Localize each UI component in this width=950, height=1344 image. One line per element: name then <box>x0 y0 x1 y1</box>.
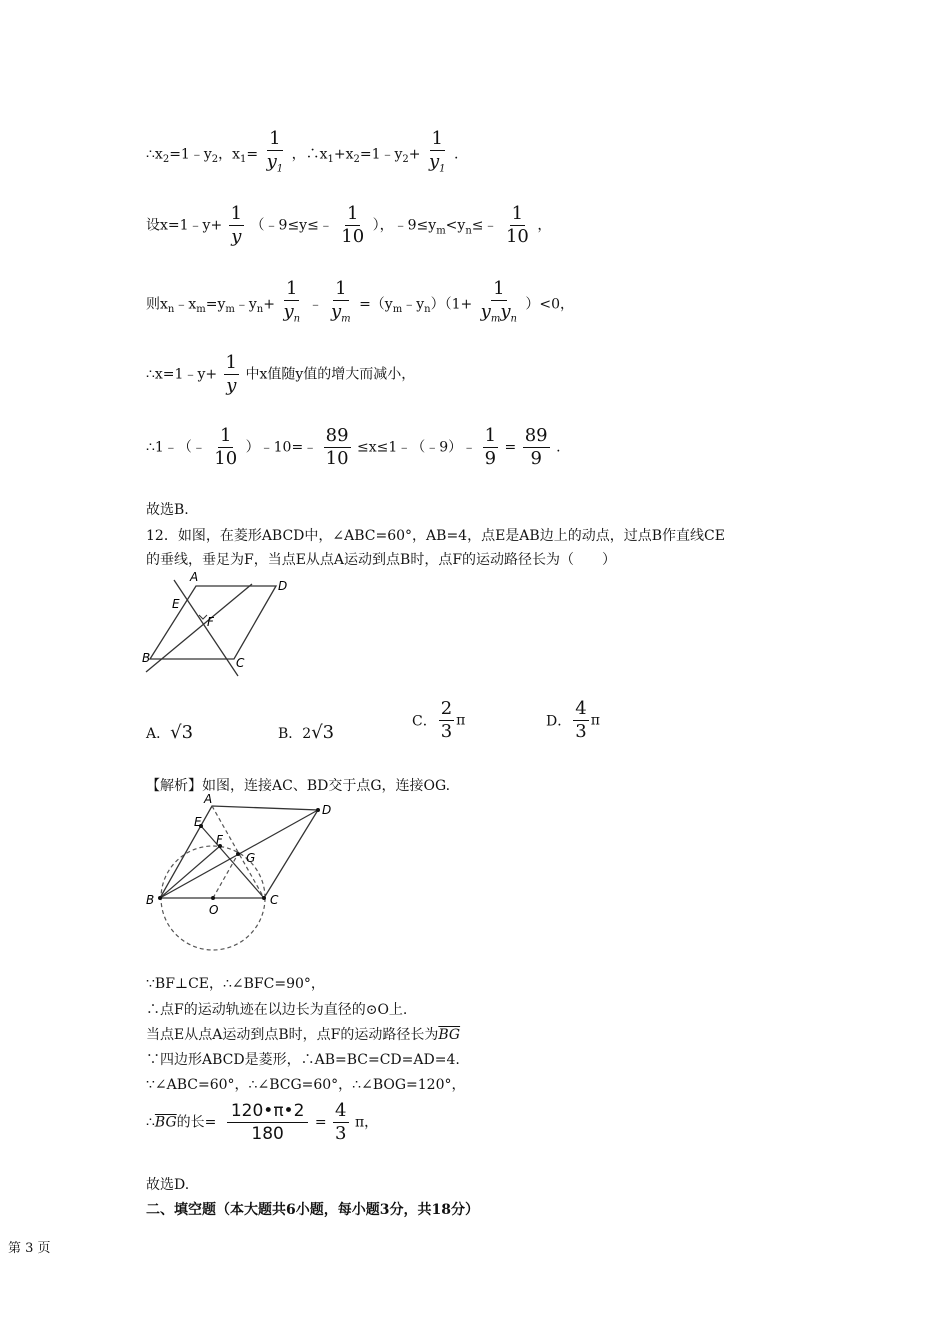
page-number: 第 3 页 <box>8 1241 51 1256</box>
section-2-heading: 二、填空题（本大题共6小题，每小题3分，共18分） <box>146 1202 479 1218</box>
den <box>281 301 302 331</box>
option-b[interactable] <box>278 722 334 743</box>
sub: m <box>196 304 206 316</box>
label-g: G <box>246 851 256 865</box>
num: 1 <box>225 352 237 373</box>
fraction-1-over-10 <box>339 203 366 248</box>
label-o: O <box>209 903 219 917</box>
text: ﹣y <box>234 296 257 313</box>
sub: n <box>424 304 431 316</box>
sub: 2 <box>402 154 409 166</box>
fraction-1-over-y1 <box>265 128 286 181</box>
sub: m <box>225 304 235 316</box>
text: +x <box>333 146 354 163</box>
num: 120•π•2 <box>227 1100 309 1123</box>
fraction-1-over-yn <box>281 278 302 331</box>
num: 89 <box>325 425 349 446</box>
text: =1﹣y <box>359 146 403 163</box>
sub: 2 <box>353 154 360 166</box>
y: y <box>266 151 277 172</box>
figure-solution <box>140 792 340 958</box>
pi: π <box>590 712 600 729</box>
text: = <box>504 439 517 456</box>
text: <y <box>445 217 466 234</box>
num: 4 <box>575 698 587 719</box>
pi: π <box>456 712 466 729</box>
sub: 1 <box>240 154 247 166</box>
den: y <box>231 226 242 247</box>
text: C． <box>412 713 437 730</box>
fraction-1-over-10 <box>504 203 531 248</box>
text: ）（1+ <box>430 296 473 313</box>
text: ∴x <box>146 146 163 163</box>
fraction-1-over-y1 <box>427 128 448 181</box>
text: π， <box>354 1114 379 1131</box>
num: 1 <box>493 278 505 299</box>
den: 10 <box>505 226 529 247</box>
text: ）<0， <box>525 296 575 313</box>
den: 10 <box>325 448 349 469</box>
label-a: A <box>190 570 199 584</box>
point-g <box>236 852 240 856</box>
label-d: D <box>278 579 288 593</box>
line-4 <box>146 352 415 397</box>
text: = <box>246 146 259 163</box>
text: 则x <box>146 296 168 313</box>
solution-step-3 <box>146 1025 460 1045</box>
text: ﹣ <box>308 296 323 313</box>
text: ∴x=1﹣y+ <box>146 366 218 383</box>
num: 1 <box>335 278 347 299</box>
line-5 <box>146 425 561 470</box>
den: y <box>226 375 237 396</box>
label-d: D <box>322 803 332 817</box>
sub: m <box>392 304 403 316</box>
line-3 <box>146 278 574 331</box>
text: ， <box>537 217 552 234</box>
line-bf <box>160 846 220 898</box>
text: =（y <box>359 296 393 313</box>
text: ，x <box>218 146 241 163</box>
text: ∴1﹣（﹣ <box>146 439 206 456</box>
sqrt: √3 <box>170 722 194 743</box>
label-f: F <box>216 833 223 847</box>
point-c <box>262 896 266 900</box>
y: y <box>480 301 491 322</box>
label-e: E <box>194 815 202 829</box>
sub: 1 <box>439 163 446 175</box>
text: B．2 <box>278 726 312 742</box>
num: 1 <box>230 203 243 224</box>
den <box>329 301 353 331</box>
solution-step-6 <box>146 1100 378 1145</box>
den <box>479 301 519 331</box>
fraction-4-over-3 <box>333 1100 348 1145</box>
point-d <box>316 808 320 812</box>
fraction-1-over-ym <box>329 278 353 331</box>
sub: n <box>465 225 472 237</box>
solution-step-5: ∵∠ABC=60°，∴∠BCG=60°，∴∠BOG=120°， <box>146 1077 466 1093</box>
fraction-89-over-10 <box>324 425 351 470</box>
option-d[interactable] <box>546 698 600 743</box>
sub: n <box>293 313 301 325</box>
line-ce <box>174 580 238 676</box>
fraction-1-over-y <box>229 203 244 248</box>
fraction-1-over-9 <box>483 425 498 470</box>
y: y <box>283 301 294 322</box>
num: 89 <box>524 425 548 446</box>
y: y <box>428 151 440 172</box>
sub: 1 <box>327 154 334 166</box>
sub: m <box>436 225 446 237</box>
text: + <box>408 146 421 163</box>
line-2 <box>146 203 551 248</box>
fraction-arc-length <box>227 1100 309 1145</box>
arc-bg: $\overline{BG}$ <box>438 1027 461 1043</box>
y: y <box>500 301 511 322</box>
label-c: C <box>236 656 245 670</box>
num: 2 <box>440 698 453 719</box>
sub: m <box>341 313 351 325</box>
solution-step-1: ∵BF⊥CE，∴∠BFC=90°， <box>146 976 325 992</box>
num: 1 <box>347 203 359 224</box>
text: . <box>556 439 561 456</box>
text: 当点E从点A运动到点B时，点F的运动路径长为 <box>146 1027 439 1043</box>
text: ﹣x <box>174 296 197 313</box>
text: =y <box>205 296 226 313</box>
den: 3 <box>440 721 453 742</box>
fraction-89-over-9 <box>523 425 550 470</box>
den: 10 <box>214 448 238 469</box>
text: =1﹣y <box>169 146 212 163</box>
text: （﹣9≤y≤﹣ <box>250 217 333 234</box>
den: 9 <box>530 448 542 469</box>
text: ≤x≤1﹣（﹣9）﹣ <box>357 439 477 456</box>
text: 中x值随y值的增大而减小， <box>245 366 416 383</box>
label-b: B <box>142 651 151 665</box>
sub: n <box>256 304 264 316</box>
text: D． <box>546 713 572 730</box>
fraction-1-over-y <box>224 352 239 397</box>
text: A． <box>146 726 171 742</box>
sub: n <box>510 313 517 325</box>
y: y <box>330 301 342 322</box>
option-c[interactable] <box>412 698 465 743</box>
label-b: B <box>146 893 155 907</box>
line-og <box>213 854 238 898</box>
num: 1 <box>269 128 281 149</box>
figure-rhombus <box>140 568 290 680</box>
den: 180 <box>251 1124 284 1144</box>
den <box>265 151 286 181</box>
fraction-2-over-3 <box>439 698 454 743</box>
fraction-4-over-3 <box>573 698 588 743</box>
text: . <box>453 146 459 163</box>
arc-bg: $\overline{BG}$ <box>154 1114 177 1131</box>
den <box>427 151 448 181</box>
fraction-1-over-ymyn <box>479 278 519 331</box>
den: 10 <box>341 226 365 247</box>
question-12-line-2: 的垂线，垂足为F，当点E从点A运动到点B时，点F的运动路径长为（ ） <box>146 552 617 568</box>
sub: m <box>490 313 501 325</box>
text: ）﹣10=﹣ <box>245 439 318 456</box>
num: 1 <box>511 203 524 224</box>
solution-step-2: ∴点F的运动轨迹在以边长为直径的⊙O上. <box>146 1002 408 1018</box>
den: 3 <box>335 1123 347 1144</box>
sub: 2 <box>211 154 219 166</box>
text: ∴ <box>146 1114 155 1131</box>
sub: n <box>167 304 175 316</box>
text: ，∴x <box>291 146 328 163</box>
num: 4 <box>335 1100 347 1121</box>
den: 9 <box>484 448 497 469</box>
answer-b: 故选B. <box>146 502 189 518</box>
point-b <box>158 896 162 900</box>
text: ﹣y <box>402 296 425 313</box>
label-f: F <box>207 615 214 629</box>
num: 1 <box>484 425 497 446</box>
num: 1 <box>220 425 232 446</box>
den: 3 <box>575 721 587 742</box>
text: ），﹣9≤y <box>372 217 437 234</box>
text: 设x=1﹣y+ <box>146 217 223 234</box>
option-a[interactable] <box>146 722 193 743</box>
solution-step-4: ∵四边形ABCD是菱形，∴AB=BC=CD=AD=4. <box>146 1052 460 1068</box>
answer-d: 故选D. <box>146 1177 190 1193</box>
text: 的长= <box>176 1114 217 1131</box>
sub: 2 <box>162 154 170 166</box>
line-1 <box>146 128 458 181</box>
text: + <box>263 296 275 313</box>
label-a: A <box>204 792 213 806</box>
num: 1 <box>431 128 443 149</box>
point-o <box>211 896 215 900</box>
sub: 1 <box>276 163 284 175</box>
solution-heading: 【解析】如图，连接AC、BD交于点G，连接OG. <box>146 778 451 794</box>
text: = <box>314 1114 327 1131</box>
label-c: C <box>270 893 279 907</box>
label-e: E <box>172 597 180 611</box>
fraction-1-over-10 <box>212 425 239 470</box>
sqrt: √3 <box>311 722 335 743</box>
question-12-line-1: 12．如图，在菱形ABCD中，∠ABC=60°，AB=4，点E是AB边上的动点，过点B作直线CE <box>146 528 725 544</box>
text: ≤﹣ <box>471 217 498 234</box>
num: 1 <box>286 278 298 299</box>
